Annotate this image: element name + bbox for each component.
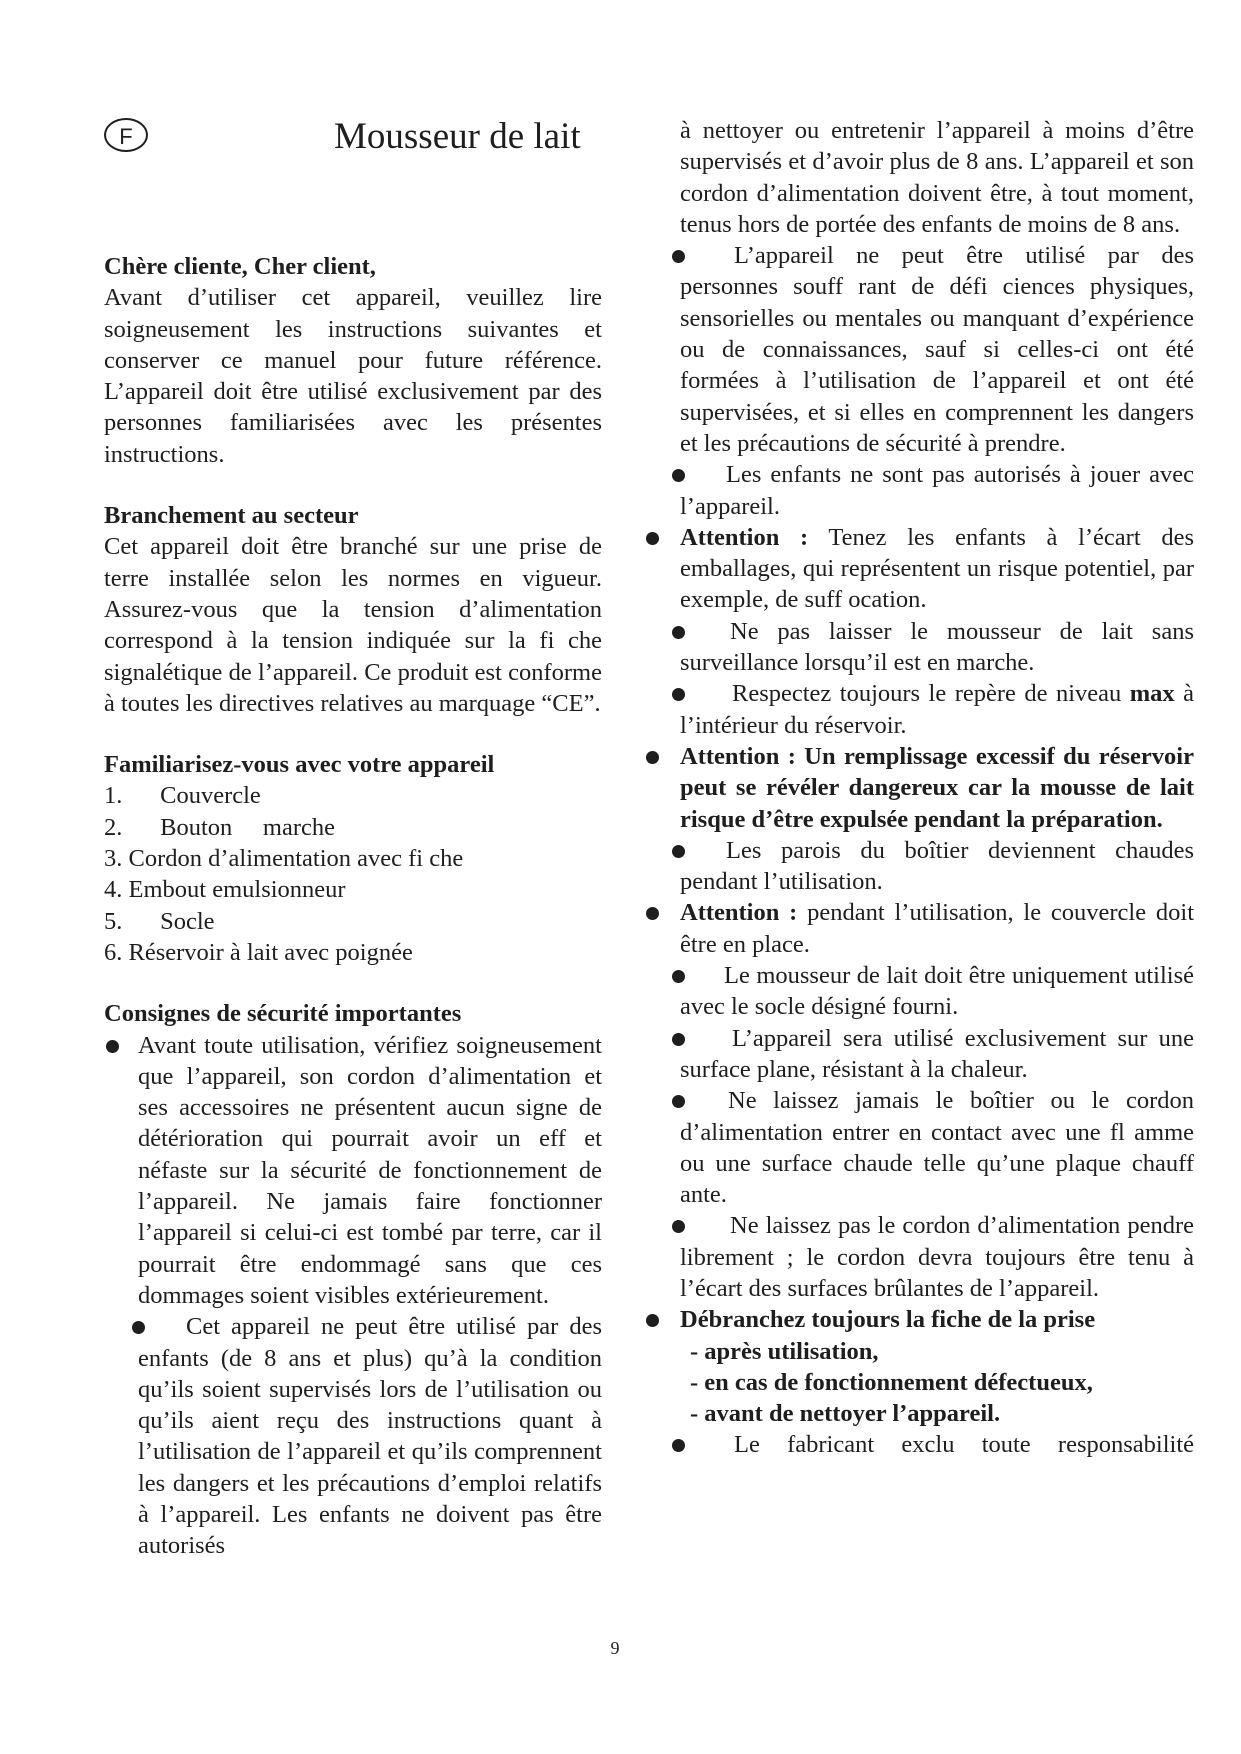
- safety-heading: Consignes de sécurité importantes: [104, 1000, 462, 1028]
- list-number: 6.: [104, 938, 123, 966]
- safety-bullet: [680, 960, 1194, 1023]
- safety-bullet: [680, 240, 1194, 459]
- list-item: [104, 937, 602, 968]
- parts-heading: Familiarisez-vous avec votre appareil: [104, 751, 495, 779]
- bullet-text: Les parois du boîtier deviennent chaudes pendant l’utilisation.: [680, 836, 1194, 896]
- safety-bullet: [680, 1085, 1194, 1210]
- list-number: 5.: [104, 907, 123, 935]
- safety-bullet: [680, 1304, 1194, 1429]
- bullet-text: à l’intérieur du réservoir.: [680, 680, 1194, 739]
- safety-bullet: [104, 1030, 602, 1312]
- bullet-text: Le fabricant exclu toute responsabilité: [734, 1431, 1194, 1459]
- attention-label: Attention :: [680, 523, 809, 551]
- bullet-icon: [646, 907, 659, 920]
- safety-bullet: [680, 1210, 1194, 1304]
- parts-list: [104, 780, 602, 968]
- bullet-text: Ne laissez jamais le boîtier ou le cordon d’alimentation entrer en contact avec une fl amme ou une surface chaude telle qu’une plaque chauff ante.: [680, 1087, 1194, 1209]
- unplug-heading: Débranchez toujours la fiche de la prise: [680, 1306, 1096, 1334]
- bullet-text: L’appareil ne peut être utilisé par des personnes souff rant de défi ciences physiques, sensorielles ou mentales ou manquant d’expérience ou de connaissances, sauf si celles-ci ont été formées à l’utilisation de l’appareil et ont été supervisées, et si elles en comprennent les dangers et les précautions de sécurité à prendre.: [680, 242, 1194, 457]
- bullet-text: Ne laissez pas le cordon d’alimentation pendre librement ; le cordon devra toujours être tenu à l’écart des surfaces brûlantes de l’appareil.: [680, 1212, 1194, 1302]
- bullet-icon: [672, 970, 685, 983]
- bullet-text: Tenez les enfants à l’écart des emballages, qui représentent un risque potentiel, par exemple, de suff ocation.: [680, 523, 1194, 614]
- bullet-icon: [646, 1314, 659, 1327]
- list-label: Réservoir à lait avec poignée: [128, 938, 413, 966]
- list-item: [104, 874, 602, 905]
- list-number: 4.: [104, 876, 123, 904]
- safety-bullet: [680, 459, 1194, 522]
- safety-bullet: [680, 1023, 1194, 1086]
- attention-label: Attention :: [680, 899, 798, 927]
- bullet-text: Les enfants ne sont pas autorisés à jouer avec l’appareil.: [680, 461, 1194, 520]
- bullet-icon: [672, 626, 685, 639]
- unplug-item: - en cas de fonctionnement défectueux,: [690, 1368, 1093, 1396]
- bullet-text: Le mousseur de lait doit être uniquement utilisé avec le socle désigné fourni.: [680, 962, 1194, 1021]
- list-item: [104, 906, 602, 937]
- safety-bullet: [680, 741, 1194, 835]
- list-number: 1.: [104, 782, 123, 810]
- bullet-text: Respectez toujours le repère de niveau: [732, 680, 1122, 708]
- list-item: [104, 843, 602, 874]
- safety-bullet: [680, 835, 1194, 898]
- list-label: Cordon d’alimentation avec fi che: [128, 845, 464, 873]
- safety-bullet: [680, 897, 1194, 960]
- safety-bullet: [680, 522, 1194, 616]
- list-label: Couvercle: [160, 782, 261, 810]
- page-number: 9: [610, 1638, 620, 1658]
- bullet-text: Ne pas laisser le mousseur de lait sans surveillance lorsqu’il est en marche.: [680, 617, 1194, 677]
- list-item: [104, 780, 602, 811]
- bullet-text: pendant l’utilisation, le couvercle doit être en place.: [680, 899, 1195, 958]
- bullet-icon: [672, 1033, 685, 1046]
- list-item: [104, 812, 602, 843]
- bullet-icon: [646, 751, 659, 764]
- power-heading: Branchement au secteur: [104, 502, 359, 530]
- language-badge: F: [104, 118, 148, 152]
- continued-text: à nettoyer ou entretenir l’appareil à moins d’être supervisés et d’avoir plus de 8 ans. L’appareil et son cordon d’alimentation doivent être, à tout moment, tenus hors de portée des enfants de moins de 8 ans.: [680, 117, 1194, 238]
- list-number: 2.: [104, 813, 123, 841]
- right-column: [680, 115, 1194, 1461]
- safety-bullet: [680, 678, 1194, 741]
- safety-bullet: [680, 1429, 1194, 1460]
- bullet-text: Cet appareil ne peut être utilisé par des enfants (de 8 ans et plus) qu’à la condition qu’ils soient supervisés lors de l’utilisation ou qu’ils aient reçu des instructions quant à l’utilisation de l’appareil et qu’ils comprennent les dangers et les précautions d’emploi relatifs à l’appareil. Les enfants ne doivent pas être autorisés: [138, 1313, 602, 1560]
- bullet-icon: [672, 845, 685, 858]
- list-number: 3.: [104, 845, 123, 873]
- list-label: Socle: [160, 907, 215, 935]
- bullet-icon: [646, 532, 659, 545]
- bullet-text: L’appareil sera utilisé exclusivement sur une surface plane, résistant à la chaleur.: [680, 1024, 1194, 1083]
- unplug-item: - avant de nettoyer l’appareil.: [690, 1400, 1001, 1428]
- list-label: Bouton marche: [160, 813, 335, 841]
- max-label: max: [1129, 680, 1175, 708]
- page-title: Mousseur de lait: [334, 116, 581, 157]
- safety-bullet: [680, 616, 1194, 679]
- bullet-icon: [106, 1040, 119, 1053]
- bullet-text: Avant toute utilisation, vérifiez soigneusement que l’appareil, son cordon d’alimentation et ses accessoires ne présentent aucun signe de détérioration qui pourrait avoir un eff et néfaste sur la sécurité de fonctionnement de l’appareil. Ne jamais faire fonctionner l’appareil si celui-ci est tombé par terre, car il pourrait être endommagé sans que ces dommages soient visibles extérieurement.: [138, 1031, 602, 1309]
- safety-bullet: [104, 1311, 602, 1561]
- list-label: Embout emulsionneur: [128, 876, 346, 904]
- intro-text: Avant d’utiliser cet appareil, veuillez lire soigneusement les instructions suivantes et conserver ce manuel pour future référence. L’appareil doit être utilisé exclusivement par des personnes familiarisées avec les présentes instructions.: [104, 284, 602, 468]
- power-text: Cet appareil doit être branché sur une prise de terre installée selon les normes en vigueur. Assurez-vous que la tension d’alimentation correspond à la tension indiquée sur la fi che signalétique de l’appareil. Ce produit est conforme à toutes les directives relatives au marquage “CE”.: [104, 533, 602, 717]
- warning-text: Attention : Un remplissage excessif du réservoir peut se révéler dangereux car la mousse de lait risque d’être expulsée pendant la préparation.: [680, 742, 1194, 833]
- left-column: [104, 251, 602, 1562]
- unplug-item: - après utilisation,: [690, 1337, 879, 1365]
- intro-heading: Chère cliente, Cher client,: [104, 253, 376, 280]
